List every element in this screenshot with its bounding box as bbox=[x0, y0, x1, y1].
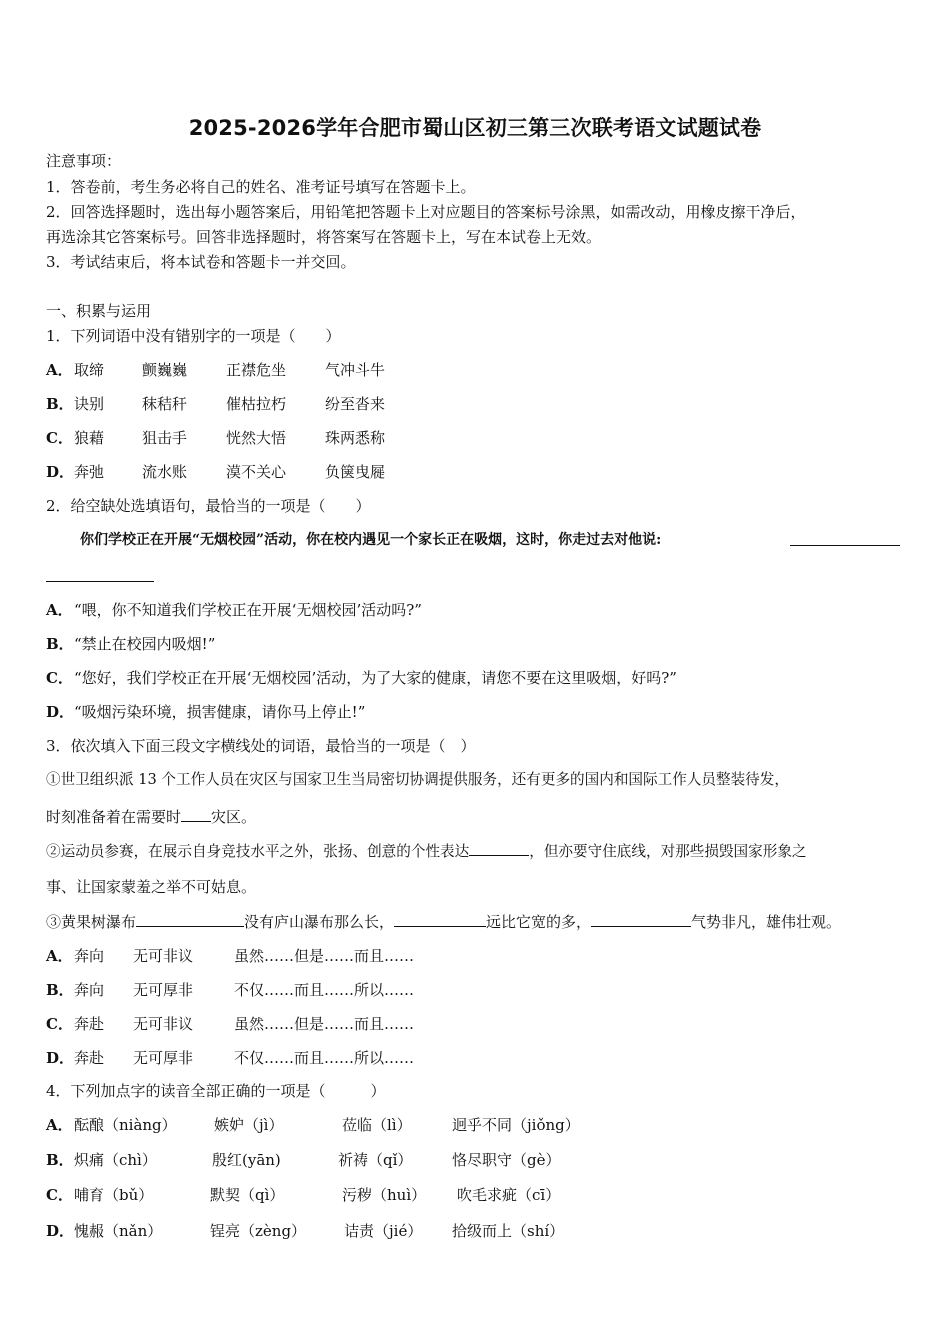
option-word: 狙击手 bbox=[142, 429, 188, 447]
option-word: 奔赴 bbox=[74, 1049, 105, 1067]
option-letter: A． bbox=[46, 1116, 73, 1134]
notice-item-2: 2．回答选择题时，选出每小题答案后，用铅笔把答题卡上对应题目的答案标号涂黑，如需改动，用橡皮擦干净后， bbox=[46, 203, 806, 221]
option-word: 漠不关心 bbox=[226, 463, 287, 481]
option-letter: B． bbox=[46, 1151, 74, 1169]
option-word: 狼藉 bbox=[74, 429, 105, 447]
answer-blank bbox=[790, 531, 900, 546]
option-word: 殷红(yān) bbox=[212, 1151, 281, 1169]
option-letter: B． bbox=[46, 635, 74, 653]
option-word: 奔向 bbox=[74, 981, 105, 999]
option-word: 无可非议 bbox=[133, 947, 194, 965]
option-word: 秣秸秆 bbox=[142, 395, 188, 413]
option-word: 颤巍巍 bbox=[142, 361, 188, 379]
option-text: “您好，我们学校正在开展‘无烟校园’活动，为了大家的健康，请您不要在这里吸烟，好吗?” bbox=[74, 669, 677, 687]
option-word: 哺育（bǔ） bbox=[74, 1186, 154, 1204]
option-word: 正襟危坐 bbox=[226, 361, 287, 379]
option-word: 诘责（jié） bbox=[344, 1222, 423, 1240]
answer-blank bbox=[394, 912, 486, 927]
option-word: 流水账 bbox=[142, 463, 188, 481]
option-letter: C． bbox=[46, 1186, 73, 1204]
option-word: 污秽（huì） bbox=[342, 1186, 427, 1204]
option-letter: B． bbox=[46, 395, 74, 413]
option-word: 嫉妒（jì） bbox=[214, 1116, 284, 1134]
option-word: 珠两悉称 bbox=[325, 429, 386, 447]
text-segment: ，但亦要守住底线，对那些损毁国家形象之 bbox=[529, 843, 807, 860]
option-word: 莅临（lì） bbox=[342, 1116, 412, 1134]
text-segment: 时刻准备着在需要时 bbox=[46, 808, 182, 826]
q3-stem: 3．依次填入下面三段文字横线处的词语，最恰当的一项是（ ） bbox=[46, 737, 476, 755]
q3-paragraph-2 bbox=[46, 841, 807, 862]
q4-stem: 4．下列加点字的读音全部正确的一项是（ ） bbox=[46, 1082, 386, 1100]
option-word: 默契（qì） bbox=[210, 1186, 285, 1204]
text-segment: 灾区。 bbox=[211, 808, 257, 826]
option-word: 纷至沓来 bbox=[325, 395, 386, 413]
q3-paragraph-2-cont: 事、让国家蒙羞之举不可姑息。 bbox=[46, 878, 257, 896]
option-word: 奔弛 bbox=[74, 463, 105, 481]
option-letter: B． bbox=[46, 981, 74, 999]
option-word: 取缔 bbox=[74, 361, 105, 379]
text-segment: ③黄果树瀑布 bbox=[46, 913, 137, 931]
option-word: 诀别 bbox=[74, 395, 105, 413]
option-word: 愧赧（nǎn） bbox=[74, 1222, 163, 1240]
option-letter: A． bbox=[46, 601, 73, 619]
text-segment: 没有庐山瀑布那么长， bbox=[244, 913, 395, 931]
option-letter: C． bbox=[46, 429, 73, 447]
option-word: 炽痛（chì） bbox=[74, 1151, 157, 1169]
option-word: 祈祷（qǐ） bbox=[338, 1151, 413, 1169]
notice-item-3: 3．考试结束后，将本试卷和答题卡一并交回。 bbox=[46, 253, 356, 271]
answer-blank bbox=[591, 912, 691, 927]
option-letter: A． bbox=[46, 947, 73, 965]
option-word: 虽然……但是……而且…… bbox=[234, 947, 415, 965]
option-letter: C． bbox=[46, 1015, 73, 1033]
option-letter: C． bbox=[46, 669, 73, 687]
text-segment: ②运动员参赛，在展示自身竞技水平之外，张扬、创意的个性表达 bbox=[46, 843, 470, 860]
section-heading: 一、积累与运用 bbox=[46, 302, 152, 320]
option-word: 迥乎不同（jiǒng） bbox=[452, 1116, 580, 1134]
q3-paragraph-3 bbox=[46, 912, 841, 932]
option-word: 恍然大悟 bbox=[226, 429, 287, 447]
option-word: 拾级而上（shí） bbox=[452, 1222, 565, 1240]
option-word: 吹毛求疵（cī） bbox=[457, 1186, 561, 1204]
option-letter: D． bbox=[46, 1222, 75, 1240]
text-segment: 远比它宽的多， bbox=[486, 913, 592, 931]
option-word: 气冲斗牛 bbox=[325, 361, 386, 379]
answer-blank bbox=[469, 841, 529, 856]
q2-stem: 2．给空缺处选填语句，最恰当的一项是（ ） bbox=[46, 497, 371, 515]
option-word: 虽然……但是……而且…… bbox=[234, 1015, 415, 1033]
option-text: “喂，你不知道我们学校正在开展‘无烟校园’活动吗?” bbox=[74, 601, 422, 619]
option-word: 负箧曳屣 bbox=[325, 463, 386, 481]
notice-item-2-cont: 再选涂其它答案标号。回答非选择题时，将答案写在答题卡上，写在本试卷上无效。 bbox=[46, 228, 602, 246]
option-word: 奔向 bbox=[74, 947, 105, 965]
notice-item-1: 1．答卷前，考生务必将自己的姓名、准考证号填写在答题卡上。 bbox=[46, 178, 476, 196]
option-letter: D． bbox=[46, 1049, 75, 1067]
option-word: 恪尽职守（gè） bbox=[452, 1151, 561, 1169]
option-letter: D． bbox=[46, 463, 75, 481]
answer-blank bbox=[136, 912, 244, 927]
option-word: 奔赴 bbox=[74, 1015, 105, 1033]
exam-title: 2025-2026学年合肥市蜀山区初三第三次联考语文试题试卷 bbox=[188, 116, 762, 140]
option-word: 无可非议 bbox=[133, 1015, 194, 1033]
option-text: “禁止在校园内吸烟!” bbox=[74, 635, 216, 653]
option-letter: A． bbox=[46, 361, 73, 379]
option-word: 不仅……而且……所以…… bbox=[234, 1049, 415, 1067]
option-letter: D． bbox=[46, 703, 75, 721]
text-segment: 气势非凡，雄伟壮观。 bbox=[691, 913, 842, 931]
q1-stem: 1．下列词语中没有错别字的一项是（ ） bbox=[46, 327, 341, 345]
answer-blank bbox=[46, 567, 154, 582]
option-word: 锃亮（zèng） bbox=[210, 1222, 307, 1240]
option-word: 无可厚非 bbox=[133, 1049, 194, 1067]
q3-paragraph-1: ①世卫组织派 13 个工作人员在灾区与国家卫生当局密切协调提供服务，还有更多的国内和国际工作人员整装待发， bbox=[46, 771, 789, 788]
option-text: “吸烟污染环境，损害健康，请你马上停止!” bbox=[74, 703, 366, 721]
notice-heading: 注意事项： bbox=[46, 152, 122, 170]
q2-passage: 你们学校正在开展“无烟校园”活动，你在校内遇见一个家长正在吸烟，这时，你走过去对他说: bbox=[80, 532, 662, 548]
q3-paragraph-1-cont bbox=[46, 807, 256, 827]
option-word: 无可厚非 bbox=[133, 981, 194, 999]
option-word: 不仅……而且……所以…… bbox=[234, 981, 415, 999]
option-word: 催枯拉朽 bbox=[226, 395, 287, 413]
answer-blank bbox=[181, 807, 211, 822]
option-word: 酝酿（niàng） bbox=[74, 1116, 177, 1134]
